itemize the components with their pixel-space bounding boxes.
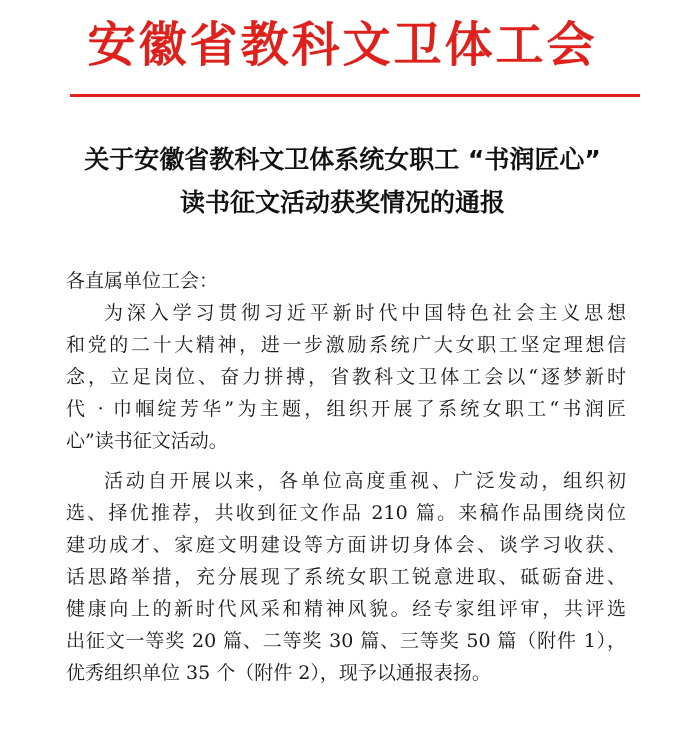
- document-body: [66, 265, 626, 689]
- document-title: [0, 138, 685, 224]
- org-letterhead-title: 安徽省教科文卫体工会: [87, 17, 598, 73]
- paragraph-gap: [66, 457, 626, 465]
- salutation: 各直属单位工会：: [66, 270, 219, 292]
- paragraph-1-line-2: 和党的二十大精神，进一步激励系统广大女职工坚定理想信: [66, 334, 626, 356]
- paragraph-2-line-6: 出征文一等奖 20 篇、二等奖 30 篇、三等奖 50 篇（附件 1），: [66, 630, 626, 652]
- letterhead-red-rule: [70, 94, 640, 97]
- paragraph-2-line-5: 健康向上的新时代风采和精神风貌。经专家组评审，共评选: [66, 598, 626, 620]
- paragraph-2-line-2: 选、择优推荐，共收到征文作品 210 篇。来稿作品围绕岗位: [66, 502, 626, 524]
- paragraph-1-line-3: 念，立足岗位、奋力拼搏，省教科文卫体工会以“逐梦新时: [66, 366, 626, 388]
- paragraph-1-line-4: 代 · 巾帼绽芳华”为主题，组织开展了系统女职工“书润匠: [66, 398, 626, 420]
- paragraph-2-line-7: 优秀组织单位 35 个（附件 2），现予以通报表扬。: [66, 662, 491, 684]
- paragraph-2-line-1: 活动自开展以来，各单位高度重视、广泛发动，组织初: [104, 470, 626, 492]
- paragraph-1-line-1: 为深入学习贯彻习近平新时代中国特色社会主义思想: [104, 302, 626, 324]
- paragraph-1-line-5: 心”读书征文活动。: [66, 430, 228, 452]
- paragraph-2-line-3: 建功成才、家庭文明建设等方面讲切身体会、谈学习收获、: [66, 534, 626, 556]
- paragraph-2-line-4: 话思路举措，充分展现了系统女职工锐意进取、砥砺奋进、: [66, 566, 626, 588]
- document-title-line-2: 读书征文活动获奖情况的通报: [179, 188, 505, 217]
- document-title-line-1: 关于安徽省教科文卫体系统女职工 “书润匠心”: [84, 145, 601, 174]
